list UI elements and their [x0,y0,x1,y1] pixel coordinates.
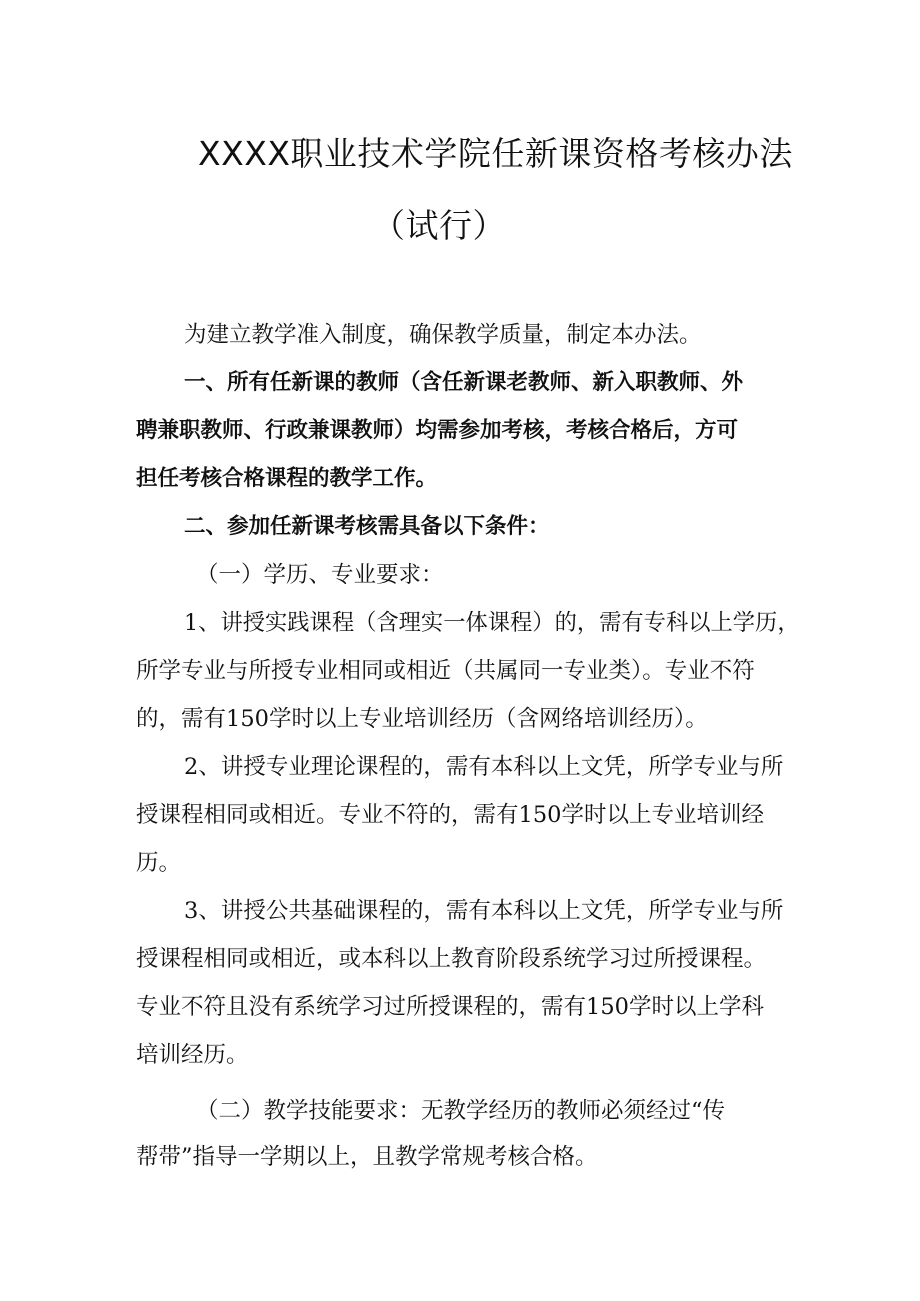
section2-line-2: 帮带”指导一学期以上，且教学常规考核合格。 [136,1144,598,1170]
article2-heading: 二、参加任新课考核需具备以下条件： [184,514,550,539]
section1-heading: （一）学历、专业要求： [196,562,444,588]
item1-line-1: 1、讲授实践课程（含理实一体课程）的，需有专科以上学历， [184,610,800,636]
article1-line-3: 担任考核合格课程的教学工作。 [136,466,438,491]
section2-line-1: （二）教学技能要求：无教学经历的教师必须经过“传 [196,1098,726,1124]
item2-line-1: 2、讲授专业理论课程的，需有本科以上文凭，所学专业与所 [184,754,784,780]
article1-line-2: 聘兼职教师、行政兼课教师）均需参加考核，考核合格后，方可 [136,418,739,443]
item3-line-2: 授课程相同或相近，或本科以上教育阶段系统学习过所授课程。 [136,946,767,972]
item3-line-3: 专业不符且没有系统学习过所授课程的，需有150学时以上学科 [136,994,764,1020]
item1-line-2: 所学专业与所授专业相同或相近（共属同一专业类）。专业不符 [136,658,755,684]
item3-line-1: 3、讲授公共基础课程的，需有本科以上文凭，所学专业与所 [184,898,784,924]
item2-line-3: 历。 [136,850,182,876]
document-subtitle: （试行） [372,206,506,245]
item3-line-4: 培训经历。 [136,1042,249,1068]
document-title: XXXX职业技术学院任新课资格考核办法 [198,134,793,173]
item1-line-3: 的，需有150学时以上专业培训经历（含网络培训经历）。 [136,706,708,732]
intro-paragraph: 为建立教学准入制度，确保教学质量，制定本办法。 [184,322,702,348]
item2-line-2: 授课程相同或相近。专业不符的，需有150学时以上专业培训经 [136,802,764,828]
article1-line-1: 一、所有任新课的教师（含任新课老教师、新入职教师、外 [184,370,744,395]
